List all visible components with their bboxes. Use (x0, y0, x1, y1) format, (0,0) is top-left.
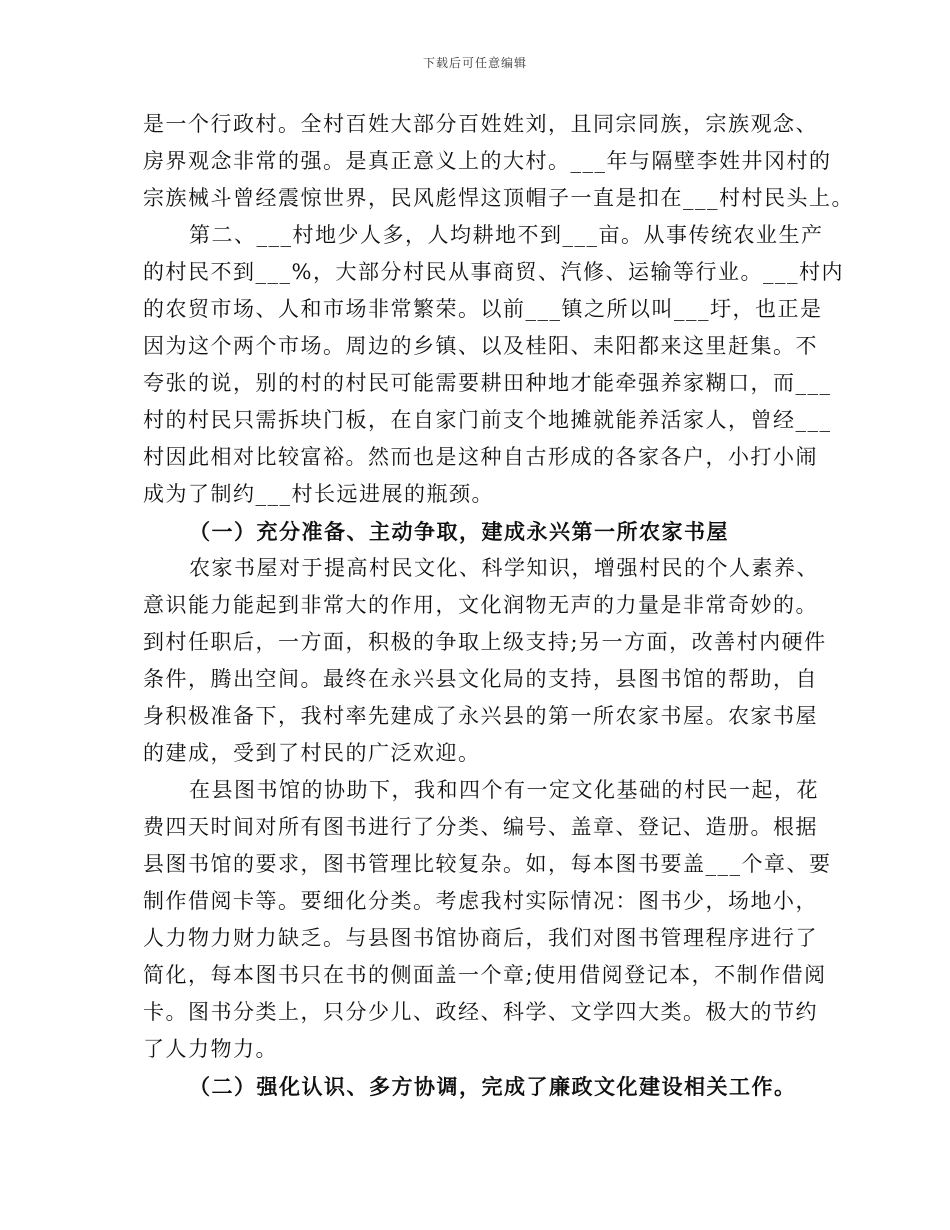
paragraph-line: 费四天时间对所有图书进行了分类、编号、盖章、登记、造册。根据 (143, 815, 818, 839)
paragraph-line: 意识能力能起到非常大的作用，文化润物无声的力量是非常奇妙的。 (143, 593, 818, 617)
paragraph-line: 村的村民只需拆块门板，在自家门前支个地摊就能养活家人，曾经___ (143, 408, 832, 432)
paragraph-line: 因为这个两个市场。周边的乡镇、以及桂阳、耒阳都来这里赶集。不 (143, 334, 818, 358)
paragraph-line: 村因此相对比较富裕。然而也是这种自古形成的各家各户，小打小闹 (143, 445, 818, 469)
paragraph-line: 制作借阅卡等。要细化分类。考虑我村实际情况：图书少，场地小， (143, 889, 818, 913)
paragraph-line: 到村任职后，一方面，积极的争取上级支持;另一方面，改善村内硬件 (143, 630, 827, 654)
paragraph-line: 成为了制约___村长远进展的瓶颈。 (143, 482, 494, 506)
paragraph-line: 县图书馆的要求，图书管理比较复杂。如，每本图书要盖___个章、要 (143, 852, 832, 876)
section-heading: （二）强化认识、多方协调，完成了廉政文化建设相关工作。 (189, 1074, 797, 1099)
paragraph-line: 人力物力财力缺乏。与县图书馆协商后，我们对图书管理程序进行了 (143, 926, 818, 950)
paragraph-line: 的农贸市场、人和市场非常繁荣。以前___镇之所以叫___圩，也正是 (143, 297, 823, 321)
section-heading: （一）充分准备、主动争取，建成永兴第一所农家书屋 (189, 519, 729, 544)
paragraph-line: 是一个行政村。全村百姓大部分百姓姓刘，且同宗同族，宗族观念、 (143, 112, 818, 136)
paragraph-line: 卡。图书分类上，只分少儿、政经、科学、文学四大类。极大的节约 (143, 1000, 818, 1024)
paragraph-line: 在县图书馆的协助下，我和四个有一定文化基础的村民一起，花 (189, 778, 819, 802)
page-header: 下载后可任意编辑 (422, 56, 527, 70)
paragraph-line: 的村民不到___%，大部分村民从事商贸、汽修、运输等行业。___村内 (143, 260, 844, 284)
paragraph-line: 宗族械斗曾经震惊世界，民风彪悍这顶帽子一直是扣在___村村民头上。 (143, 186, 854, 210)
paragraph-line: 了人力物力。 (143, 1037, 278, 1061)
paragraph-line: 条件，腾出空间。最终在永兴县文化局的支持，县图书馆的帮助，自 (143, 667, 818, 691)
paragraph-line: 房界观念非常的强。是真正意义上的大村。___年与隔壁李姓井冈村的 (143, 149, 832, 173)
paragraph-line: 第二、___村地少人多，人均耕地不到___亩。从事传统农业生产 (189, 223, 824, 247)
paragraph-line: 的建成，受到了村民的广泛欢迎。 (143, 741, 481, 765)
document-body (143, 106, 854, 1105)
paragraph-line: 身积极准备下，我村率先建成了永兴县的第一所农家书屋。农家书屋 (143, 704, 818, 728)
paragraph-line: 简化，每本图书只在书的侧面盖一个章;使用借阅登记本，不制作借阅 (143, 963, 827, 987)
paragraph-line: 农家书屋对于提高村民文化、科学知识，增强村民的个人素养、 (189, 556, 819, 580)
paragraph-line: 夸张的说，别的村的村民可能需要耕田种地才能牵强养家糊口，而___ (143, 371, 832, 395)
